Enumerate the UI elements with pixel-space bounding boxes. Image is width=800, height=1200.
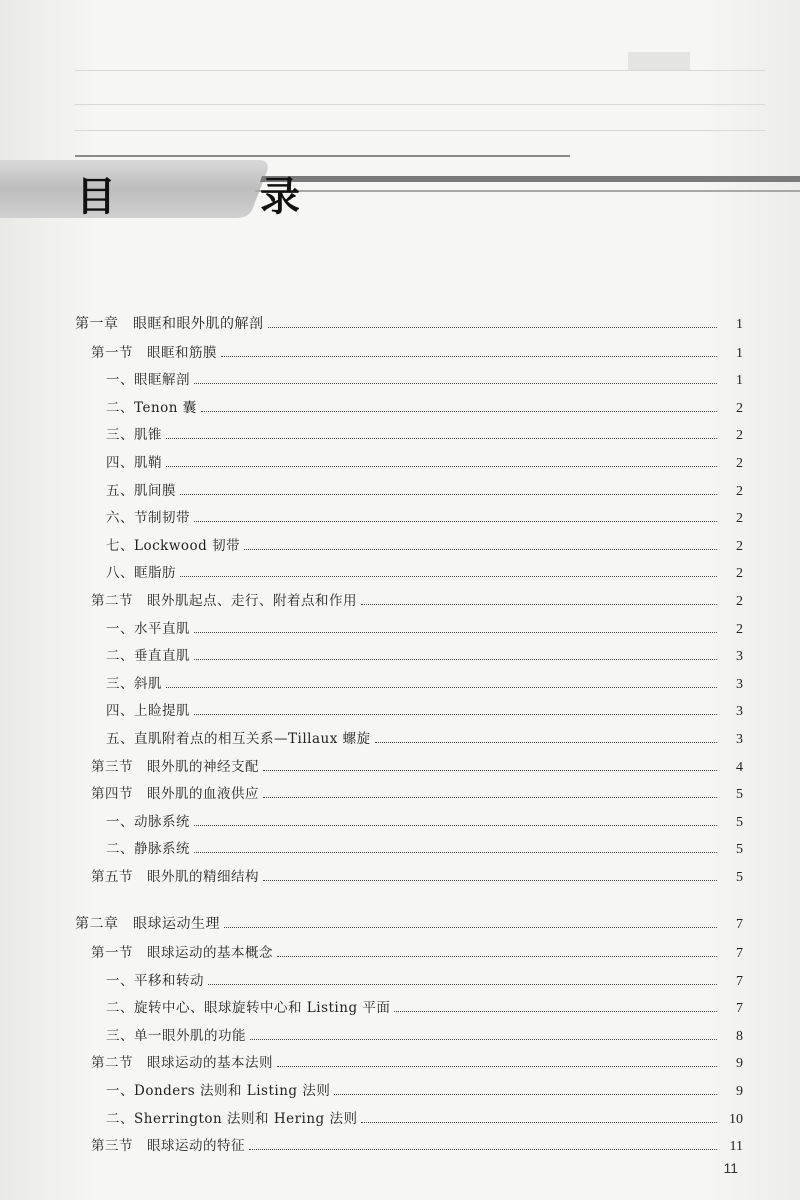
toc-section[interactable] [75, 782, 743, 810]
toc-subsection[interactable] [75, 368, 743, 396]
toc-entry-label: 第二章 眼球运动生理 [75, 916, 220, 933]
toc-entry-page: 3 [736, 676, 743, 692]
toc-dot-leader [201, 410, 717, 412]
toc-section[interactable] [75, 589, 743, 617]
page-number: 11 [723, 1160, 738, 1176]
toc-dot-leader [268, 326, 718, 328]
toc-entry-label: 七、Lockwood 韧带 [106, 537, 241, 554]
toc-subsection[interactable] [75, 837, 743, 865]
toc-entry-page: 2 [736, 538, 743, 554]
toc-dot-leader [224, 926, 717, 928]
toc-section[interactable] [75, 1134, 743, 1162]
page-title: 目 录 [76, 174, 352, 220]
toc-entry-label: 第四节 眼外肌的血液供应 [91, 786, 259, 803]
toc-entry-page: 2 [736, 511, 743, 527]
toc-entry-page: 3 [736, 649, 743, 665]
toc-dot-leader [375, 741, 717, 743]
toc-entry-page: 5 [736, 842, 743, 858]
toc-entry-label: 二、Tenon 囊 [106, 399, 197, 416]
toc-subsection[interactable] [75, 1079, 743, 1107]
toc-dot-leader [361, 1121, 717, 1123]
toc-dot-leader [244, 548, 717, 550]
toc-dot-leader [194, 851, 717, 853]
toc-entry-page: 10 [729, 1111, 743, 1127]
toc-subsection[interactable] [75, 396, 743, 424]
toc-subsection[interactable] [75, 423, 743, 451]
toc-entry-label: 六、节制韧带 [106, 510, 190, 527]
toc-subsection[interactable] [75, 534, 743, 562]
toc-entry-label: 第二节 眼外肌起点、走行、附着点和作用 [91, 592, 357, 609]
toc-entry-label: 八、眶脂肪 [106, 565, 176, 582]
toc-entry-page: 7 [736, 946, 743, 962]
toc-subsection[interactable] [75, 479, 743, 507]
toc-dot-leader [208, 983, 717, 985]
toc-dot-leader [249, 1148, 717, 1150]
toc-entry-label: 三、单一眼外肌的功能 [106, 1027, 246, 1044]
toc-dot-leader [221, 355, 717, 357]
banner-top-rule [75, 155, 570, 157]
show-through-line [75, 104, 765, 105]
toc-dot-leader [263, 879, 717, 881]
toc-entry-page: 11 [729, 1139, 743, 1155]
toc-dot-leader [194, 713, 717, 715]
toc-chapter[interactable] [75, 913, 743, 941]
toc-dot-leader [180, 493, 717, 495]
toc-entry-label: 二、静脉系统 [106, 841, 190, 858]
toc-entry-label: 二、旋转中心、眼球旋转中心和 Listing 平面 [106, 1000, 391, 1017]
toc-entry-page: 5 [736, 814, 743, 830]
toc-entry-page: 2 [736, 455, 743, 471]
toc-chapter[interactable] [75, 313, 743, 341]
toc-entry-label: 一、Donders 法则和 Listing 法则 [106, 1083, 331, 1100]
toc-entry-page: 2 [736, 483, 743, 499]
toc-dot-leader [166, 465, 717, 467]
toc-section[interactable] [75, 341, 743, 369]
toc-entry-page: 9 [736, 1056, 743, 1072]
toc-entry-label: 第二节 眼球运动的基本法则 [91, 1055, 273, 1072]
toc-dot-leader [194, 382, 717, 384]
toc-entry-page: 2 [736, 593, 743, 609]
toc-entry-page: 2 [736, 400, 743, 416]
toc-dot-leader [194, 520, 717, 522]
toc-dot-leader [180, 575, 717, 577]
toc-entry-label: 三、肌锥 [106, 427, 162, 444]
toc-entry-label: 第一节 眼球运动的基本概念 [91, 945, 273, 962]
toc-section[interactable] [75, 941, 743, 969]
toc-entry-label: 三、斜肌 [106, 675, 162, 692]
toc-dot-leader [194, 824, 717, 826]
toc-dot-leader [263, 769, 717, 771]
toc-dot-leader [166, 437, 717, 439]
table-of-contents [75, 313, 743, 1162]
toc-subsection[interactable] [75, 1107, 743, 1135]
toc-entry-label: 二、Sherrington 法则和 Hering 法则 [106, 1110, 358, 1127]
toc-subsection[interactable] [75, 727, 743, 755]
toc-entry-label: 第一节 眼眶和筋膜 [91, 344, 217, 361]
show-through-line [75, 70, 765, 71]
toc-entry-page: 1 [736, 317, 743, 332]
toc-entry-page: 5 [736, 869, 743, 885]
toc-dot-leader [194, 631, 717, 633]
toc-entry-page: 4 [736, 759, 743, 775]
toc-entry-label: 一、水平直肌 [106, 620, 190, 637]
show-through-block [628, 52, 690, 70]
toc-dot-leader [250, 1038, 717, 1040]
toc-entry-label: 第三节 眼外肌的神经支配 [91, 758, 259, 775]
toc-subsection[interactable] [75, 969, 743, 997]
toc-subsection[interactable] [75, 506, 743, 534]
toc-dot-leader [361, 603, 717, 605]
toc-entry-page: 9 [736, 1084, 743, 1100]
toc-entry-page: 8 [736, 1028, 743, 1044]
toc-entry-page: 1 [736, 373, 743, 389]
toc-subsection[interactable] [75, 672, 743, 700]
toc-dot-leader [263, 796, 717, 798]
toc-entry-page: 5 [736, 787, 743, 803]
toc-dot-leader [277, 1065, 717, 1067]
toc-dot-leader [194, 658, 717, 660]
toc-entry-page: 2 [736, 566, 743, 582]
toc-entry-page: 3 [736, 704, 743, 720]
toc-entry-label: 四、上睑提肌 [106, 703, 190, 720]
toc-subsection[interactable] [75, 451, 743, 479]
toc-entry-page: 7 [736, 1001, 743, 1017]
toc-subsection[interactable] [75, 617, 743, 645]
toc-entry-page: 7 [736, 973, 743, 989]
toc-section[interactable] [75, 865, 743, 893]
toc-dot-leader [277, 955, 717, 957]
toc-dot-leader [394, 1010, 717, 1012]
toc-entry-label: 四、肌鞘 [106, 454, 162, 471]
toc-entry-label: 一、平移和转动 [106, 972, 204, 989]
toc-entry-page: 7 [736, 917, 743, 933]
toc-entry-page: 3 [736, 731, 743, 747]
toc-entry-label: 一、动脉系统 [106, 813, 190, 830]
toc-dot-leader [166, 686, 717, 688]
toc-entry-page: 2 [736, 428, 743, 444]
toc-entry-label: 第三节 眼球运动的特征 [91, 1138, 245, 1155]
toc-dot-leader [334, 1093, 717, 1095]
toc-subsection[interactable] [75, 561, 743, 589]
toc-section[interactable] [75, 1051, 743, 1079]
toc-entry-page: 1 [736, 345, 743, 361]
show-through-line [75, 130, 765, 131]
toc-entry-label: 第五节 眼外肌的精细结构 [91, 868, 259, 885]
toc-entry-label: 第一章 眼眶和眼外肌的解剖 [75, 316, 264, 332]
toc-subsection[interactable] [75, 996, 743, 1024]
toc-entry-label: 五、肌间膜 [106, 482, 176, 499]
toc-subsection[interactable] [75, 699, 743, 727]
toc-entry-page: 2 [736, 621, 743, 637]
toc-entry-label: 二、垂直直肌 [106, 648, 190, 665]
toc-subsection[interactable] [75, 810, 743, 838]
toc-entry-label: 五、直肌附着点的相互关系—Tillaux 螺旋 [106, 730, 371, 747]
toc-entry-label: 一、眼眶解剖 [106, 372, 190, 389]
toc-subsection[interactable] [75, 644, 743, 672]
toc-section[interactable] [75, 755, 743, 783]
toc-subsection[interactable] [75, 1024, 743, 1052]
